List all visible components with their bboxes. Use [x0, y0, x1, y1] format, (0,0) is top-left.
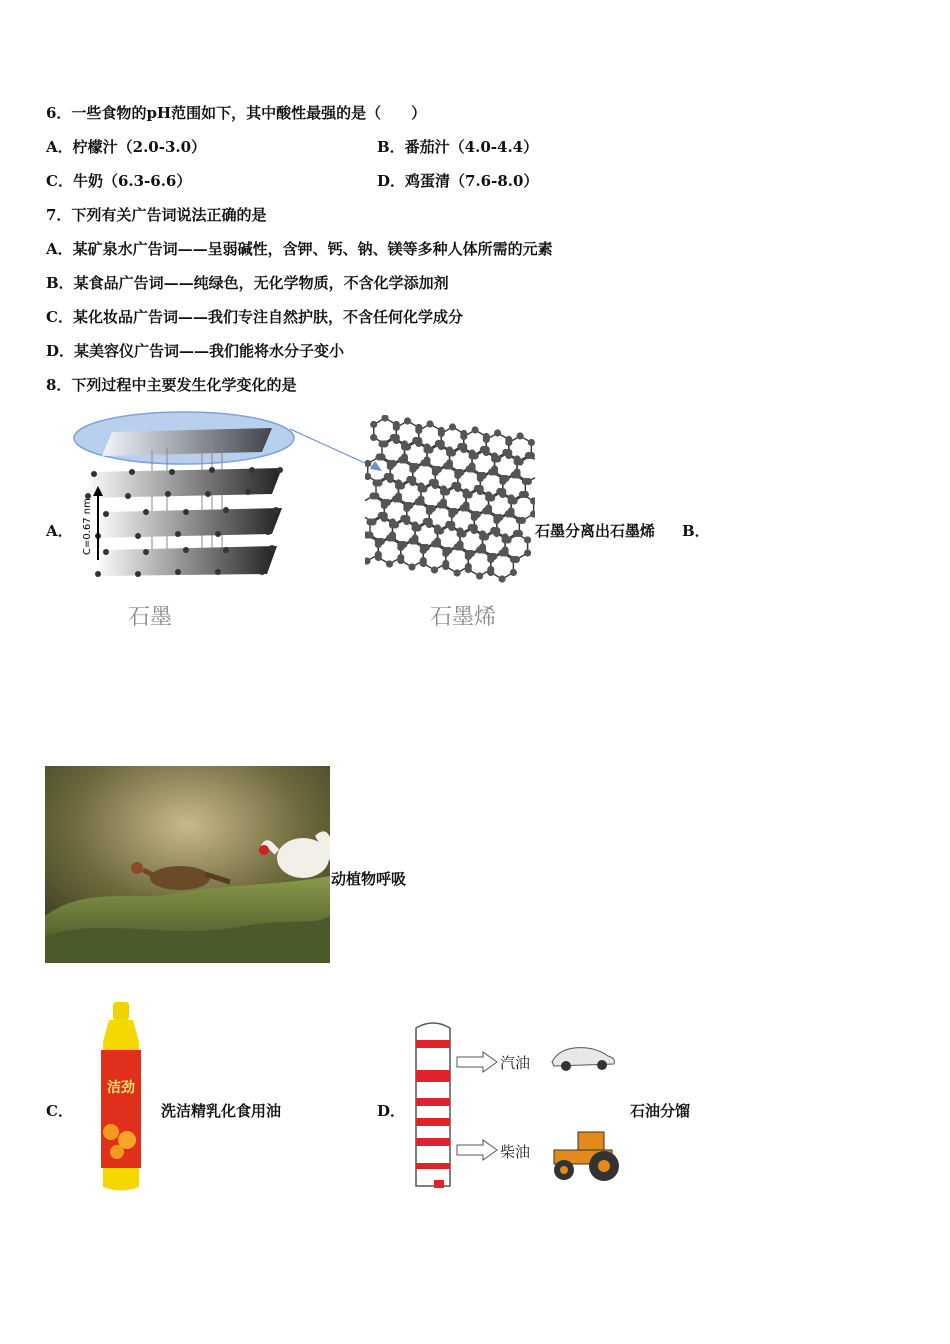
graphite-caption: 石墨 [128, 605, 173, 630]
q8-stem: 8．下列过程中主要发生化学变化的是 [46, 376, 297, 394]
q6-option-d: D．鸡蛋清（7.6-8.0） [377, 172, 539, 190]
diesel-arrow-icon [455, 1138, 501, 1162]
q8-option-b-letter: B． [682, 522, 710, 540]
q6-option-a: A．柠檬汁（2.0-3.0） [46, 138, 207, 156]
tractor-icon [548, 1128, 622, 1184]
gasoline-label: 汽油 [500, 1054, 531, 1072]
q7-option-b: B．某食品广告词——纯绿色，无化学物质，不含化学添加剂 [46, 274, 449, 292]
q8-option-a-text: 石墨分离出石墨烯 [535, 522, 656, 540]
q8-option-c-text: 洗洁精乳化食用油 [161, 1102, 282, 1120]
graphite-diagram [72, 410, 297, 585]
q6-option-b: B．番茄汁（4.0-4.4） [377, 138, 539, 156]
q8-option-c-letter: C． [46, 1102, 73, 1120]
car-icon [548, 1040, 618, 1074]
q6-option-c: C．牛奶（6.3-6.6） [46, 172, 192, 190]
q7-option-d: D．某美容仪广告词——我们能将水分子变小 [46, 342, 345, 360]
q8-option-d-letter: D． [377, 1102, 406, 1120]
q7-option-a: A．某矿泉水广告词——呈弱碱性，含钾、钙、钠、镁等多种人体所需的元素 [46, 240, 553, 258]
q8-option-d-text: 石油分馏 [630, 1102, 691, 1120]
q8-option-b-text: 动植物呼吸 [331, 870, 407, 888]
q7-option-c: C．某化妆品广告词——我们专注自然护肤，不含任何化学成分 [46, 308, 463, 326]
q8-option-a-letter: A． [46, 522, 73, 540]
graphene-diagram [365, 415, 535, 585]
birds-photo [45, 766, 330, 963]
c-axis-label: C=0.67 nm [82, 498, 93, 555]
diesel-label: 柴油 [500, 1143, 531, 1161]
detergent-bottle-image [95, 1002, 147, 1192]
distillation-tower-image [410, 1018, 456, 1193]
gasoline-arrow-icon [455, 1050, 501, 1074]
graphene-caption: 石墨烯 [430, 605, 497, 630]
bottle-brand-label: 洁劲 [107, 1080, 135, 1096]
q7-stem: 7．下列有关广告词说法正确的是 [46, 206, 267, 224]
q6-stem: 6．一些食物的pH范围如下，其中酸性最强的是（ ） [46, 104, 427, 122]
